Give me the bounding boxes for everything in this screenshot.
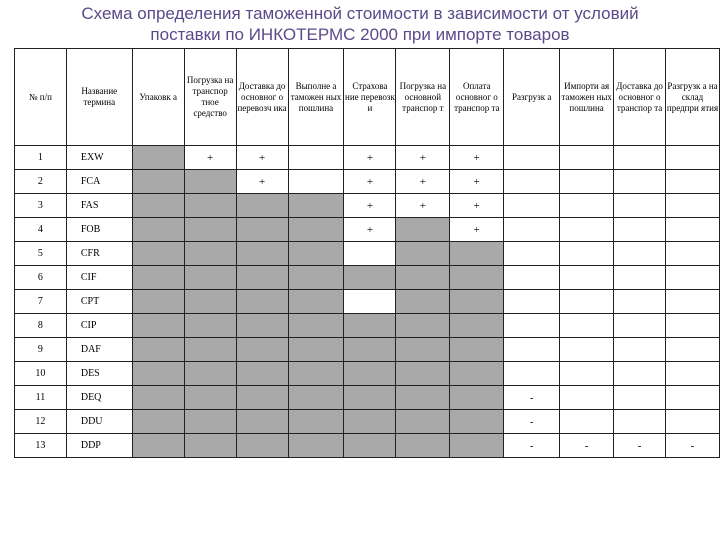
shaded-cell bbox=[288, 218, 344, 242]
shaded-cell bbox=[450, 266, 504, 290]
shaded-cell bbox=[450, 410, 504, 434]
column-header-11: Доставка до основног о транспор та bbox=[614, 49, 666, 146]
empty-cell bbox=[504, 314, 560, 338]
table-row bbox=[15, 218, 720, 242]
shaded-cell bbox=[132, 434, 184, 458]
mark-cell: + bbox=[344, 218, 396, 242]
shaded-cell bbox=[450, 386, 504, 410]
row-number: 10 bbox=[15, 362, 67, 386]
table-row bbox=[15, 170, 720, 194]
term-name: DAF bbox=[66, 338, 132, 362]
shaded-cell bbox=[396, 218, 450, 242]
shaded-cell bbox=[288, 410, 344, 434]
shaded-cell bbox=[236, 386, 288, 410]
shaded-cell bbox=[236, 266, 288, 290]
shaded-cell bbox=[236, 410, 288, 434]
shaded-cell bbox=[396, 386, 450, 410]
shaded-cell bbox=[288, 290, 344, 314]
empty-cell bbox=[560, 146, 614, 170]
shaded-cell bbox=[450, 242, 504, 266]
shaded-cell bbox=[236, 434, 288, 458]
empty-cell bbox=[560, 170, 614, 194]
row-number: 12 bbox=[15, 410, 67, 434]
empty-cell bbox=[504, 170, 560, 194]
shaded-cell bbox=[288, 362, 344, 386]
shaded-cell bbox=[184, 338, 236, 362]
mark-cell: + bbox=[450, 170, 504, 194]
mark-cell: + bbox=[236, 146, 288, 170]
empty-cell bbox=[504, 146, 560, 170]
empty-cell bbox=[504, 242, 560, 266]
shaded-cell bbox=[184, 170, 236, 194]
header-row bbox=[15, 49, 720, 146]
mark-cell: + bbox=[344, 146, 396, 170]
shaded-cell bbox=[132, 194, 184, 218]
shaded-cell bbox=[132, 146, 184, 170]
table-row bbox=[15, 314, 720, 338]
empty-cell bbox=[666, 194, 720, 218]
empty-cell bbox=[614, 410, 666, 434]
term-name: FCA bbox=[66, 170, 132, 194]
row-number: 13 bbox=[15, 434, 67, 458]
empty-cell bbox=[504, 362, 560, 386]
shaded-cell bbox=[396, 290, 450, 314]
table-row bbox=[15, 290, 720, 314]
shaded-cell bbox=[236, 338, 288, 362]
shaded-cell bbox=[396, 266, 450, 290]
empty-cell bbox=[288, 170, 344, 194]
row-number: 11 bbox=[15, 386, 67, 410]
row-number: 4 bbox=[15, 218, 67, 242]
shaded-cell bbox=[184, 386, 236, 410]
term-name: EXW bbox=[66, 146, 132, 170]
empty-cell bbox=[504, 194, 560, 218]
column-header-2: Упаковк а bbox=[132, 49, 184, 146]
mark-cell: + bbox=[396, 194, 450, 218]
shaded-cell bbox=[132, 386, 184, 410]
shaded-cell bbox=[184, 362, 236, 386]
column-header-9: Разгрузк а bbox=[504, 49, 560, 146]
empty-cell bbox=[560, 410, 614, 434]
shaded-cell bbox=[288, 434, 344, 458]
shaded-cell bbox=[132, 170, 184, 194]
shaded-cell bbox=[344, 362, 396, 386]
column-header-0: № п/п bbox=[15, 49, 67, 146]
empty-cell bbox=[666, 170, 720, 194]
shaded-cell bbox=[450, 290, 504, 314]
table-row bbox=[15, 194, 720, 218]
shaded-cell bbox=[288, 314, 344, 338]
shaded-cell bbox=[344, 434, 396, 458]
empty-cell bbox=[560, 242, 614, 266]
shaded-cell bbox=[236, 218, 288, 242]
shaded-cell bbox=[450, 314, 504, 338]
shaded-cell bbox=[236, 242, 288, 266]
shaded-cell bbox=[132, 314, 184, 338]
empty-cell bbox=[614, 266, 666, 290]
shaded-cell bbox=[396, 242, 450, 266]
mark-cell: + bbox=[450, 194, 504, 218]
empty-cell bbox=[666, 218, 720, 242]
mark-cell: - bbox=[504, 410, 560, 434]
shaded-cell bbox=[184, 410, 236, 434]
empty-cell bbox=[666, 146, 720, 170]
mark-cell: - bbox=[666, 434, 720, 458]
empty-cell bbox=[614, 386, 666, 410]
column-header-12: Разгрузк а на склад предпри ятия bbox=[666, 49, 720, 146]
row-number: 3 bbox=[15, 194, 67, 218]
term-name: DEQ bbox=[66, 386, 132, 410]
mark-cell: + bbox=[344, 170, 396, 194]
empty-cell bbox=[614, 146, 666, 170]
term-name: FAS bbox=[66, 194, 132, 218]
table-row bbox=[15, 266, 720, 290]
shaded-cell bbox=[344, 266, 396, 290]
term-name: CIP bbox=[66, 314, 132, 338]
empty-cell bbox=[288, 146, 344, 170]
column-header-6: Страхова ние перевозк и bbox=[344, 49, 396, 146]
empty-cell bbox=[614, 338, 666, 362]
shaded-cell bbox=[236, 362, 288, 386]
term-name: DDP bbox=[66, 434, 132, 458]
empty-cell bbox=[614, 218, 666, 242]
shaded-cell bbox=[132, 338, 184, 362]
term-name: FOB bbox=[66, 218, 132, 242]
table-row bbox=[15, 362, 720, 386]
empty-cell bbox=[666, 338, 720, 362]
empty-cell bbox=[560, 362, 614, 386]
empty-cell bbox=[666, 362, 720, 386]
mark-cell: + bbox=[450, 218, 504, 242]
empty-cell bbox=[504, 266, 560, 290]
mark-cell: + bbox=[184, 146, 236, 170]
shaded-cell bbox=[184, 314, 236, 338]
shaded-cell bbox=[236, 314, 288, 338]
shaded-cell bbox=[344, 314, 396, 338]
shaded-cell bbox=[288, 266, 344, 290]
empty-cell bbox=[560, 338, 614, 362]
empty-cell bbox=[666, 290, 720, 314]
shaded-cell bbox=[132, 410, 184, 434]
row-number: 9 bbox=[15, 338, 67, 362]
empty-cell bbox=[560, 386, 614, 410]
row-number: 6 bbox=[15, 266, 67, 290]
shaded-cell bbox=[396, 338, 450, 362]
mark-cell: - bbox=[504, 434, 560, 458]
shaded-cell bbox=[184, 242, 236, 266]
empty-cell bbox=[666, 266, 720, 290]
shaded-cell bbox=[450, 434, 504, 458]
shaded-cell bbox=[396, 314, 450, 338]
mark-cell: + bbox=[236, 170, 288, 194]
table-row bbox=[15, 338, 720, 362]
title-line-1: Схема определения таможенной стоимости в зависимости от условий bbox=[81, 4, 639, 23]
mark-cell: + bbox=[344, 194, 396, 218]
shaded-cell bbox=[132, 266, 184, 290]
empty-cell bbox=[614, 242, 666, 266]
table-row bbox=[15, 242, 720, 266]
empty-cell bbox=[560, 290, 614, 314]
empty-cell bbox=[614, 170, 666, 194]
shaded-cell bbox=[236, 194, 288, 218]
shaded-cell bbox=[396, 362, 450, 386]
row-number: 7 bbox=[15, 290, 67, 314]
page-title bbox=[0, 3, 720, 45]
shaded-cell bbox=[288, 194, 344, 218]
empty-cell bbox=[560, 194, 614, 218]
mark-cell: + bbox=[396, 170, 450, 194]
shaded-cell bbox=[344, 386, 396, 410]
column-header-7: Погрузка на основной транспор т bbox=[396, 49, 450, 146]
empty-cell bbox=[666, 314, 720, 338]
empty-cell bbox=[614, 290, 666, 314]
empty-cell bbox=[614, 314, 666, 338]
table-body bbox=[15, 146, 720, 458]
row-number: 8 bbox=[15, 314, 67, 338]
shaded-cell bbox=[450, 362, 504, 386]
term-name: DES bbox=[66, 362, 132, 386]
row-number: 2 bbox=[15, 170, 67, 194]
empty-cell bbox=[504, 338, 560, 362]
empty-cell bbox=[504, 218, 560, 242]
column-header-1: Название термина bbox=[66, 49, 132, 146]
term-name: CPT bbox=[66, 290, 132, 314]
shaded-cell bbox=[184, 194, 236, 218]
shaded-cell bbox=[132, 242, 184, 266]
shaded-cell bbox=[132, 218, 184, 242]
shaded-cell bbox=[236, 290, 288, 314]
mark-cell: - bbox=[560, 434, 614, 458]
term-name: CIF bbox=[66, 266, 132, 290]
empty-cell bbox=[560, 314, 614, 338]
table-row bbox=[15, 386, 720, 410]
term-name: DDU bbox=[66, 410, 132, 434]
empty-cell bbox=[344, 290, 396, 314]
term-name: CFR bbox=[66, 242, 132, 266]
row-number: 1 bbox=[15, 146, 67, 170]
empty-cell bbox=[666, 386, 720, 410]
row-number: 5 bbox=[15, 242, 67, 266]
shaded-cell bbox=[396, 434, 450, 458]
shaded-cell bbox=[132, 290, 184, 314]
column-header-8: Оплата основног о транспор та bbox=[450, 49, 504, 146]
column-header-4: Доставка до основног о перевозч ика bbox=[236, 49, 288, 146]
mark-cell: - bbox=[614, 434, 666, 458]
empty-cell bbox=[666, 410, 720, 434]
incoterms-table bbox=[14, 48, 720, 458]
table-row bbox=[15, 410, 720, 434]
shaded-cell bbox=[344, 410, 396, 434]
column-header-5: Выполне а таможен ных пошлина bbox=[288, 49, 344, 146]
shaded-cell bbox=[288, 386, 344, 410]
title-line-2: поставки по ИНКОТЕРМС 2000 при импорте товаров bbox=[150, 25, 570, 44]
empty-cell bbox=[560, 266, 614, 290]
column-header-3: Погрузка на транспор тное средство bbox=[184, 49, 236, 146]
mark-cell: - bbox=[504, 386, 560, 410]
shaded-cell bbox=[184, 434, 236, 458]
shaded-cell bbox=[288, 242, 344, 266]
shaded-cell bbox=[184, 290, 236, 314]
empty-cell bbox=[614, 362, 666, 386]
empty-cell bbox=[344, 242, 396, 266]
empty-cell bbox=[560, 218, 614, 242]
mark-cell: + bbox=[450, 146, 504, 170]
empty-cell bbox=[504, 290, 560, 314]
shaded-cell bbox=[184, 266, 236, 290]
column-header-10: Импорти ая таможен ных пошлина bbox=[560, 49, 614, 146]
empty-cell bbox=[614, 194, 666, 218]
shaded-cell bbox=[184, 218, 236, 242]
table-row bbox=[15, 146, 720, 170]
shaded-cell bbox=[396, 410, 450, 434]
shaded-cell bbox=[450, 338, 504, 362]
mark-cell: + bbox=[396, 146, 450, 170]
shaded-cell bbox=[288, 338, 344, 362]
shaded-cell bbox=[344, 338, 396, 362]
shaded-cell bbox=[132, 362, 184, 386]
table-row bbox=[15, 434, 720, 458]
empty-cell bbox=[666, 242, 720, 266]
